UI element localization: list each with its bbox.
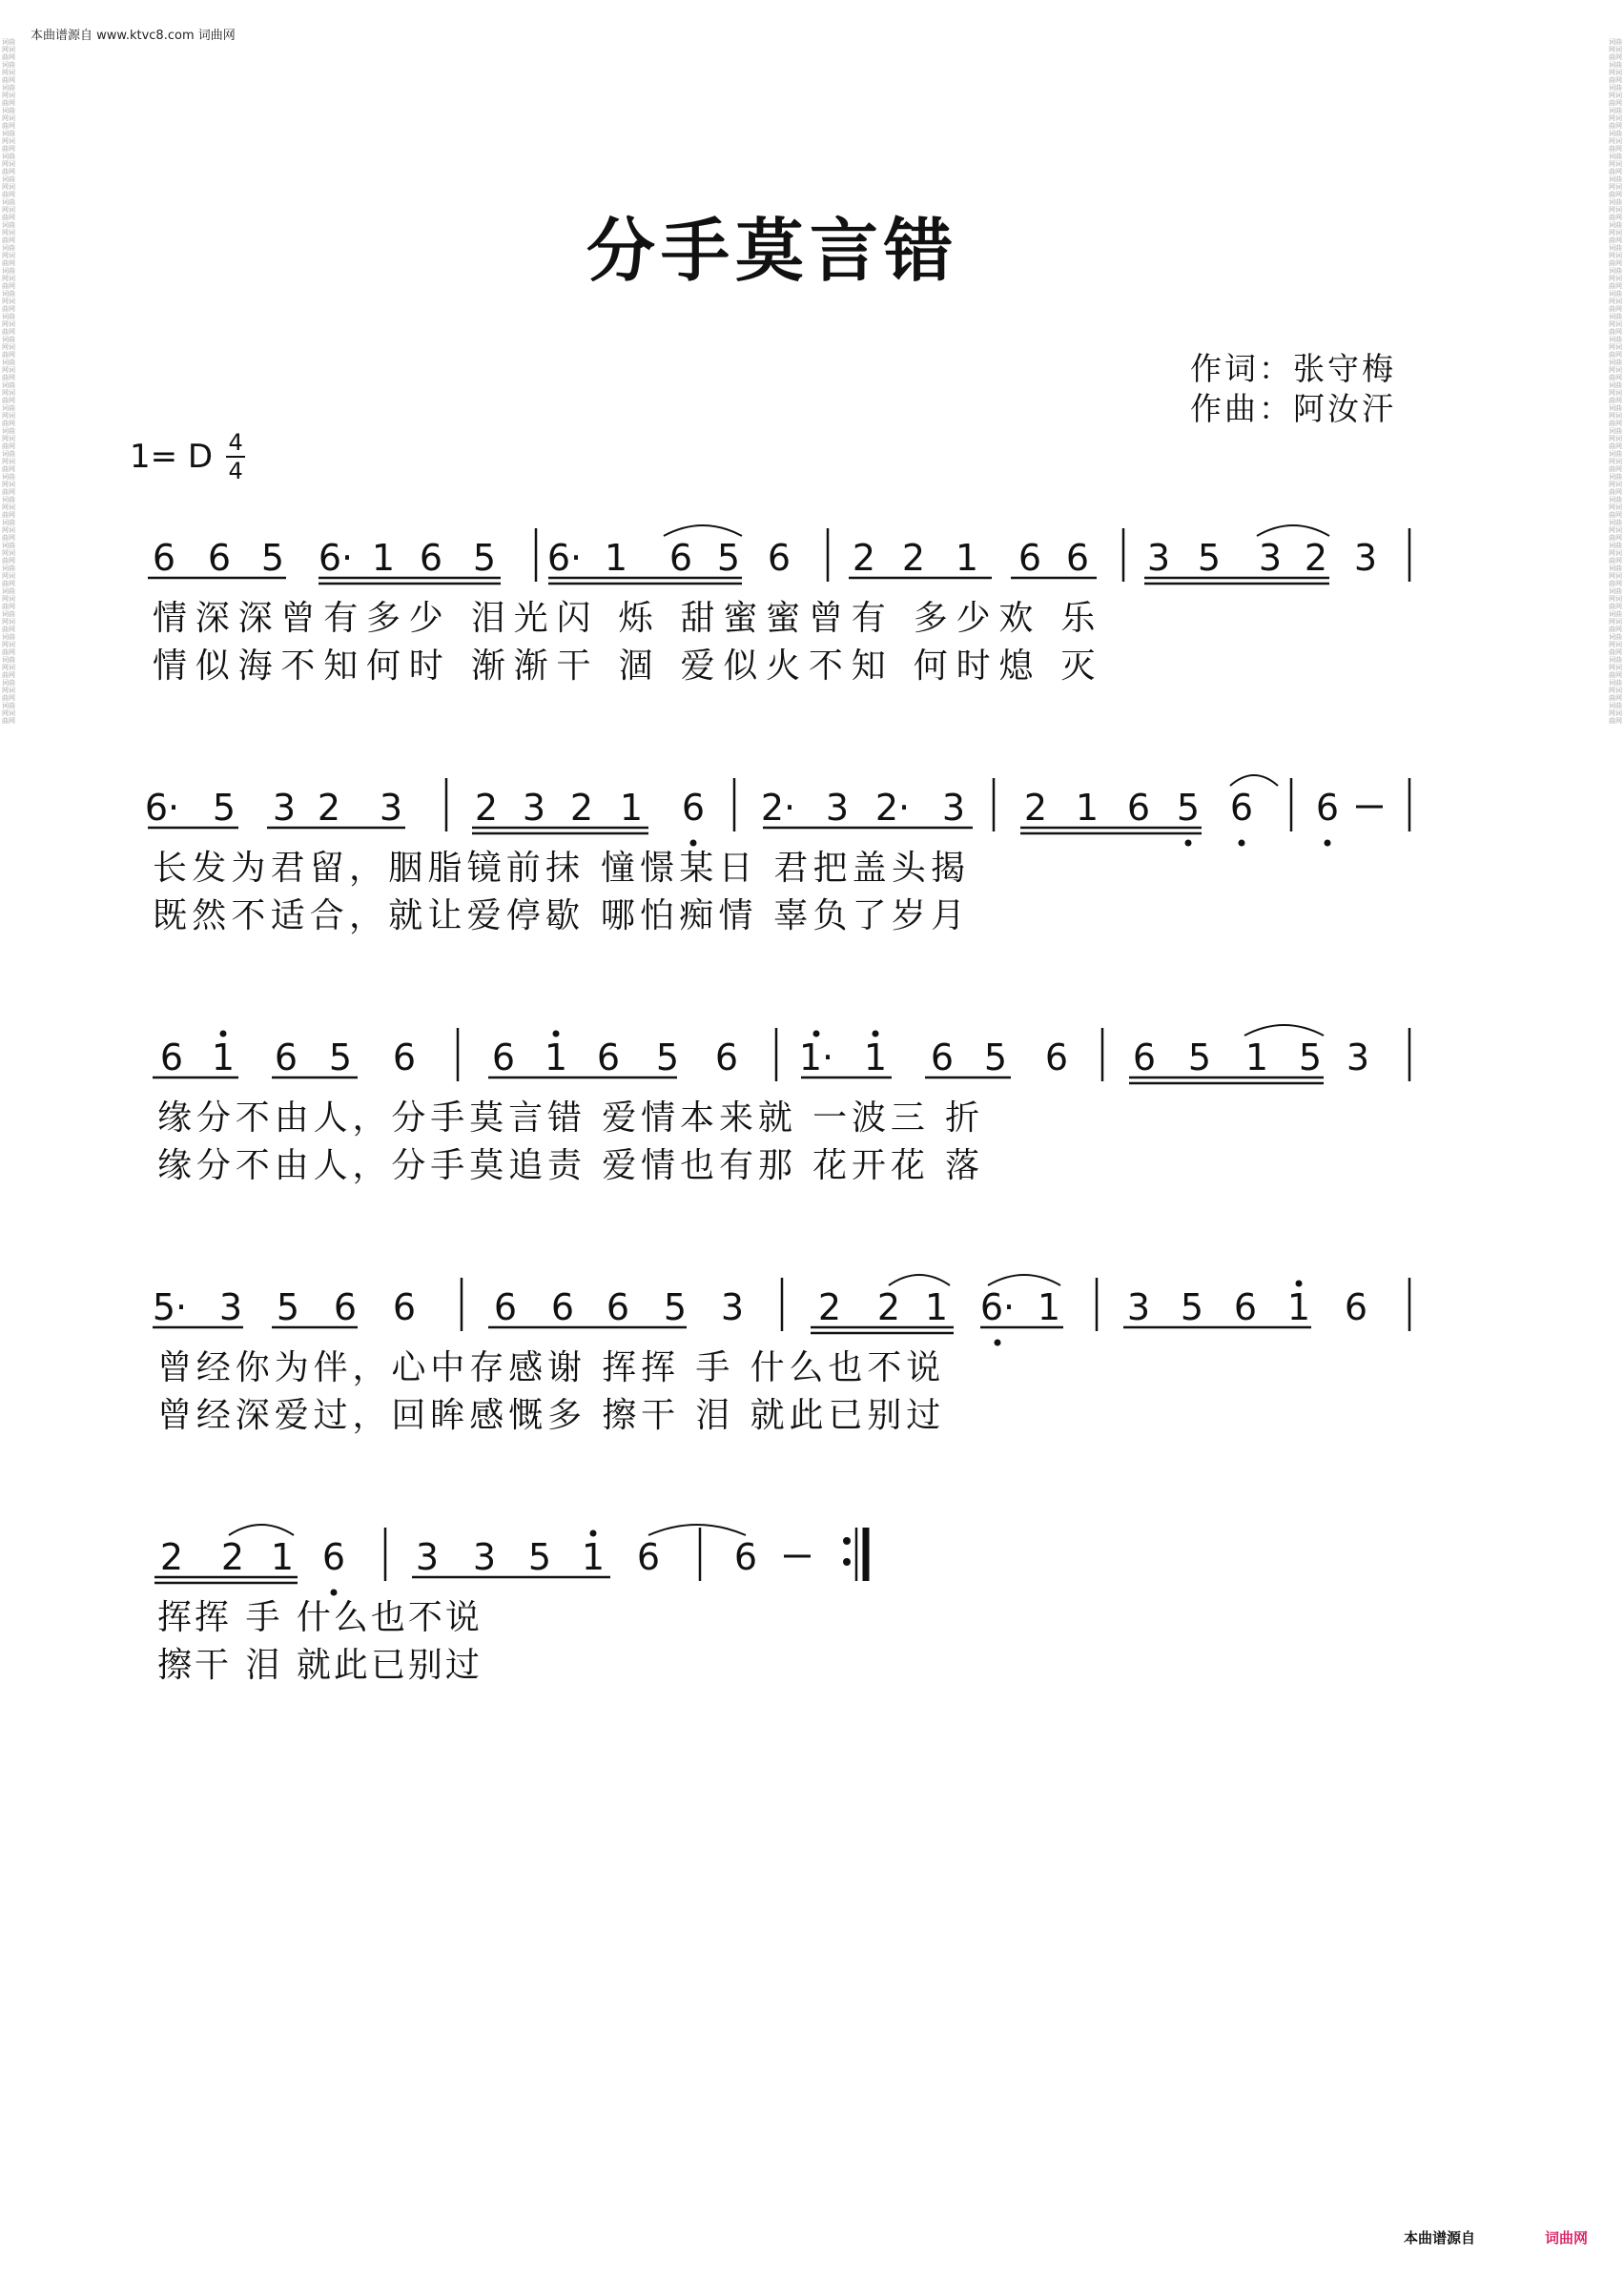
- note: 1: [581, 1536, 606, 1578]
- note: 1: [211, 1036, 236, 1078]
- note: 6: [1315, 787, 1340, 829]
- lyric-line: 曾经深爱过，回眸感慨多 擦干 泪 就此已别过: [157, 1396, 946, 1435]
- note: 1: [863, 1036, 888, 1078]
- note: 3: [415, 1536, 440, 1578]
- note: 6: [333, 1286, 358, 1328]
- note: 2: [159, 1536, 184, 1578]
- note: 6: [419, 537, 443, 579]
- note: 6: [1132, 1036, 1157, 1078]
- octave-dot-below: [995, 1340, 1001, 1346]
- note: 5: [1180, 1286, 1204, 1328]
- note: 5: [655, 1036, 680, 1078]
- note: 6: [491, 1036, 516, 1078]
- note: 6: [681, 787, 706, 829]
- lyric-line: 情似海不知何时 渐渐干 涸 爱似火不知 何时熄 灭: [153, 646, 1104, 686]
- note: 3: [720, 1286, 745, 1328]
- octave-dot-below: [1325, 840, 1331, 847]
- note: 5: [527, 1536, 552, 1578]
- lyric-line: 擦干 泪 就此已别过: [157, 1646, 483, 1685]
- source-line: 本曲谱源自 www.ktvc8.com 词曲网: [31, 29, 236, 43]
- side-watermark-left: 词曲网词曲网词曲网词曲网词曲网词曲网词曲网词曲网词曲网词曲网词曲网词曲网词曲网词曲网词曲网词曲网词曲网词曲网词曲网词曲网词曲网词曲网词曲网词曲网词曲网词曲网词曲网词曲网词曲网词曲网词曲网词曲网词曲网词曲网词曲网词曲网词曲网词曲网词曲网词曲网词曲网词曲网词曲网词曲网词曲网词曲网词曲网词曲网词曲网词曲网词曲网词曲网词曲网词曲网词曲网词曲网词曲网词曲网词曲网词曲网: [2, 38, 15, 725]
- note: 6: [1065, 537, 1090, 579]
- footer-site-logo: 词曲网: [1545, 2229, 1589, 2247]
- note: 6: [392, 1286, 417, 1328]
- note: 5: [260, 537, 285, 579]
- note: 2·: [760, 787, 796, 829]
- note: 3: [1346, 1036, 1370, 1078]
- slur: [229, 1525, 294, 1535]
- slur: [648, 1525, 746, 1535]
- note: 2: [901, 537, 926, 579]
- footer-source: 本曲谱源自: [1404, 2229, 1476, 2247]
- note: 6: [606, 1286, 630, 1328]
- note: 6: [152, 537, 176, 579]
- note: 5: [328, 1036, 353, 1078]
- note: 6: [392, 1036, 417, 1078]
- note: 2: [852, 537, 876, 579]
- note: 2: [220, 1536, 245, 1578]
- note: 3: [1146, 537, 1171, 579]
- note: 2: [474, 787, 499, 829]
- note: 5: [276, 1286, 300, 1328]
- note: 6: [1018, 537, 1042, 579]
- note: 6: [274, 1036, 298, 1078]
- note: 1: [1244, 1036, 1269, 1078]
- slur: [1257, 525, 1329, 536]
- note: 3: [272, 787, 297, 829]
- repeat-dot: [843, 1558, 851, 1566]
- time-signature-bottom: 4: [228, 458, 243, 484]
- lyric-line: 缘分不由人，分手莫追责 爱情也有那 花开花 落: [157, 1146, 985, 1185]
- note: 6·: [144, 787, 180, 829]
- note: 6: [767, 537, 791, 579]
- octave-dot-above: [1296, 1281, 1303, 1287]
- octave-dot-above: [590, 1530, 597, 1537]
- lyric-line: 缘分不由人，分手莫言错 爱情本来就 一波三 折: [157, 1098, 985, 1138]
- octave-dot-below: [1239, 840, 1245, 847]
- side-watermark-right: 词曲网词曲网词曲网词曲网词曲网词曲网词曲网词曲网词曲网词曲网词曲网词曲网词曲网词曲网词曲网词曲网词曲网词曲网词曲网词曲网词曲网词曲网词曲网词曲网词曲网词曲网词曲网词曲网词曲网词曲网词曲网词曲网词曲网词曲网词曲网词曲网词曲网词曲网词曲网词曲网词曲网词曲网词曲网词曲网词曲网词曲网词曲网词曲网词曲网词曲网词曲网词曲网词曲网词曲网词曲网词曲网词曲网词曲网词曲网词曲网: [1609, 38, 1622, 725]
- note: 1: [1286, 1286, 1311, 1328]
- note: 1: [1075, 787, 1100, 829]
- note: 3: [218, 1286, 243, 1328]
- lyric-line: 长发为君留，胭脂镜前抹 憧憬某日 君把盖头揭: [153, 849, 971, 888]
- note: 6·: [979, 1286, 1016, 1328]
- note: 2: [876, 1286, 901, 1328]
- note: 5: [983, 1036, 1008, 1078]
- note: 6: [1344, 1286, 1368, 1328]
- lyric-line: 情深深曾有多少 泪光闪 烁 甜蜜蜜曾有 多少欢 乐: [153, 599, 1104, 638]
- note: 6: [596, 1036, 621, 1078]
- note: 2·: [874, 787, 911, 829]
- note: 6: [493, 1286, 518, 1328]
- note: 6: [550, 1286, 575, 1328]
- slur: [1244, 1025, 1324, 1036]
- note: 6: [733, 1536, 758, 1578]
- note: 3: [522, 787, 546, 829]
- note: 3: [472, 1536, 497, 1578]
- note: 1: [604, 537, 628, 579]
- note: 6: [668, 537, 693, 579]
- note: 2: [317, 787, 341, 829]
- note: 6: [1044, 1036, 1069, 1078]
- key-label: 1= D: [130, 438, 214, 476]
- note: 5: [212, 787, 236, 829]
- note: 2: [569, 787, 594, 829]
- lyric-line: 既然不适合，就让爱停歇 哪怕痴情 辜负了岁月: [153, 896, 971, 935]
- repeat-dot: [843, 1537, 851, 1545]
- note: 1·: [798, 1036, 834, 1078]
- note: 6: [1126, 787, 1151, 829]
- note: 6: [714, 1036, 739, 1078]
- note: 3: [825, 787, 850, 829]
- note: 6·: [318, 537, 354, 579]
- composer: 作曲：阿汝汗: [1190, 390, 1396, 427]
- time-signature-top: 4: [228, 429, 243, 456]
- lyric-line: 挥挥 手 什么也不说: [157, 1598, 483, 1637]
- octave-dot-above: [873, 1031, 879, 1037]
- note: 2: [817, 1286, 842, 1328]
- note: 3: [1353, 537, 1378, 579]
- note: 5: [1197, 537, 1222, 579]
- song-title: 分手莫言错: [586, 210, 958, 291]
- note: 3: [1126, 1286, 1151, 1328]
- note: 1: [371, 537, 396, 579]
- lyric-line: 曾经你为伴，心中存感谢 挥挥 手 什么也不说: [157, 1348, 946, 1387]
- note: 1: [1037, 1286, 1061, 1328]
- note: 5: [1187, 1036, 1212, 1078]
- note: 1: [619, 787, 644, 829]
- note: 5: [1176, 787, 1201, 829]
- slur: [889, 1275, 950, 1285]
- note: 1: [955, 537, 979, 579]
- note: 6: [159, 1036, 184, 1078]
- note: 3: [379, 787, 403, 829]
- note: 5: [716, 537, 741, 579]
- note: 6: [930, 1036, 955, 1078]
- slur: [1230, 775, 1278, 786]
- note: 2: [1304, 537, 1328, 579]
- note: 6: [1233, 1286, 1258, 1328]
- lyricist: 作词：张守梅: [1190, 350, 1396, 387]
- note: 3: [1258, 537, 1283, 579]
- octave-dot-below: [690, 840, 697, 847]
- octave-dot-above: [220, 1031, 227, 1037]
- slur: [664, 525, 742, 536]
- note: 6: [207, 537, 232, 579]
- note: 2: [1023, 787, 1048, 829]
- note: 5: [663, 1286, 688, 1328]
- note: 5·: [152, 1286, 188, 1328]
- octave-dot-above: [553, 1031, 560, 1037]
- note: 6·: [546, 537, 583, 579]
- note: 1: [270, 1536, 295, 1578]
- note: 3: [941, 787, 966, 829]
- note: 6: [321, 1536, 346, 1578]
- octave-dot-below: [331, 1590, 338, 1596]
- octave-dot-below: [1185, 840, 1192, 847]
- octave-dot-above: [813, 1031, 820, 1037]
- note: 5: [472, 537, 497, 579]
- slur: [988, 1275, 1060, 1285]
- note: 5: [1298, 1036, 1323, 1078]
- note: 1: [544, 1036, 568, 1078]
- note: 1: [924, 1286, 949, 1328]
- note: 6: [1229, 787, 1254, 829]
- note: 6: [636, 1536, 661, 1578]
